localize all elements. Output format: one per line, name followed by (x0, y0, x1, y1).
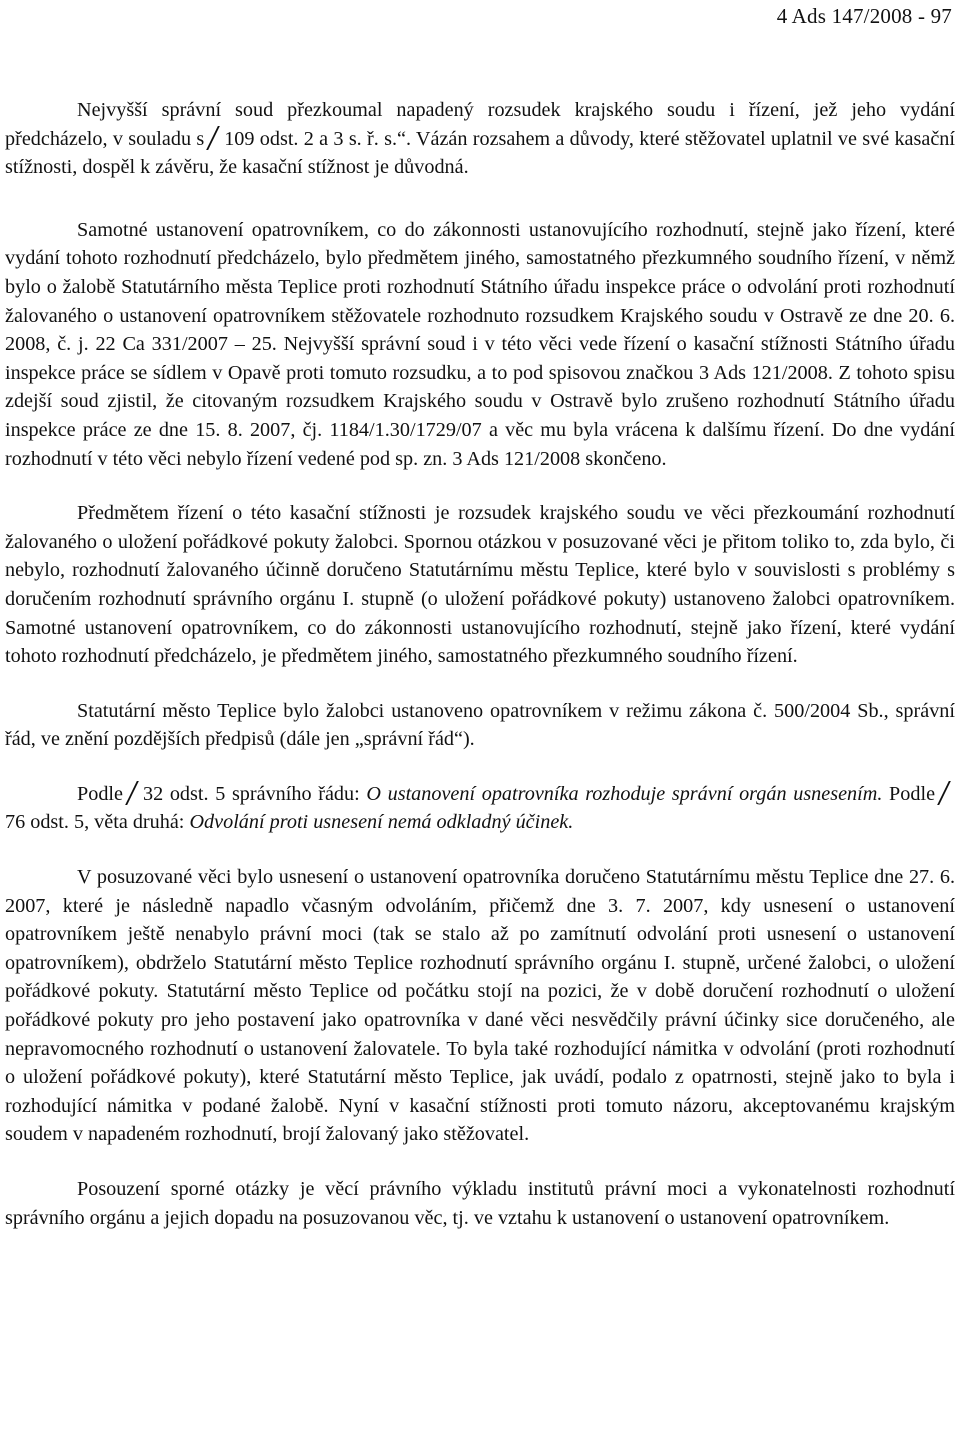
paragraph-5-text-c: Podle (889, 782, 936, 805)
paragraph-5-text-b: 32 odst. 5 správního řádu: (142, 782, 360, 805)
paragraph-5-text-d: 76 odst. 5, věta druhá: (5, 811, 185, 834)
page-number: 4 Ads 147/2008 - 97 (776, 4, 952, 28)
paragraph-5 (5, 780, 955, 837)
paragraph-4: Statutární město Teplice bylo žalobci ustanoveno opatrovníkem v režimu zákona č. 500/2004 Sb., správní řád, ve znění pozdějších předpisů (dále jen „správní řád“). (5, 699, 955, 751)
document-body (5, 96, 955, 1232)
paragraph-1 (5, 96, 955, 182)
paragraph-5-text-a: Podle (77, 782, 123, 805)
section-sign-icon (127, 782, 137, 802)
paragraph-3: Předmětem řízení o této kasační stížnosti je rozsudek krajského soudu ve věci přezkoumání rozhodnutí žalovaného o uložení pořádkové pokuty žalobci. Spornou otázkou v posuzované věci je přitom toliko to, zda bylo, či nebylo, rozhodnutí žalovaného účinně doručeno Statutárnímu městu Teplice, které bylo v souvislosti s problémy s doručením rozhodnutí správního orgánu I. stupně (o uložení pořádkové pokuty) ustanoveno žalobci opatrovníkem. Samotné ustanovení opatrovníkem, co do zákonnosti ustanovujícího rozhodnutí, stejně jako řízení, které vydání tohoto rozhodnutí předcházelo, je předmětem jiného, samostatného přezkumného soudního řízení. (5, 502, 955, 668)
paragraph-6: V posuzované věci bylo usnesení o ustanovení opatrovníka doručeno Statutárnímu městu Teplice dne 27. 6. 2007, které je následně napadlo včasným odvoláním, přičemž dne 3. 7. 2007, kdy usnesení o ustanovení opatrovníkem ještě nenabylo právní moci (tak se stalo až po zamítnutí odvolání proti usnesení o ustanovení opatrovníkem), obdrželo Statutární město Teplice rozhodnutí správního orgánu I. stupně, určené žalobci, o uložení pořádkové pokuty. Statutární město Teplice od počátku stojí na pozici, že v době doručení rozhodnutí o uložení pořádkové pokuty pro jeho postavení jako opatrovníka v dané věci nesvědčily právní účinky sice doručeného, ale nepravomocného rozhodnutí o ustanovení žalovatele. To byla také rozhodující námitka v odvolání (proti rozhodnutí o uložení pořádkové pokuty), které Statutární město Teplice, jak uvádí, podalo z opatrnosti, stejně jako to byla i rozhodující námitka v podané žalobě. Nyní v kasační stížnosti proti tomuto názoru, akceptovanému krajským soudem v napadeném rozhodnutí, brojí žalovaný jako stěžovatel. (5, 866, 955, 1146)
quoted-provision-76: Odvolání proti usnesení nemá odkladný účinek. (189, 811, 574, 834)
section-sign-icon (939, 782, 949, 802)
paragraph-2: Samotné ustanovení opatrovníkem, co do zákonnosti ustanovujícího rozhodnutí, stejně jako řízení, které vydání tohoto rozhodnutí předcházelo, bylo předmětem jiného, samostatného přezkumného soudního řízení, v němž bylo o žalobě Statutárního města Teplice proti rozhodnutí Státního úřadu inspekce práce o odvolání proti rozhodnutí žalovaného o ustanovení opatrovníkem stěžovatele rozhodnuto rozsudkem Krajského soudu v Ostravě ze dne 20. 6. 2008, č. j. 22 Ca 331/2007 – 25. Nejvyšší správní soud i v této věci vede řízení o kasační stížnosti Státního úřadu inspekce práce se sídlem v Opavě proti tomuto rozsudku, a to pod spisovou značkou 3 Ads 121/2008. Z tohoto spisu zdejší soud zjistil, že citovaným rozsudkem Krajského soudu v Ostravě bylo zrušeno rozhodnutí Státního úřadu inspekce práce ze dne 15. 8. 2007, čj. 1184/1.30/1729/07 a věc mu byla vrácena k dalšímu řízení. Do dne vydání rozhodnutí v této věci nebylo řízení vedené pod sp. zn. 3 Ads 121/2008 skončeno. (5, 218, 955, 470)
paragraph-7: Posouzení sporné otázky je věcí právního výkladu institutů právní moci a vykonatelnosti rozhodnutí správního orgánu a jejich dopadu na posuzovanou věc, tj. ve vztahu k ustanovení o ustanovení opatrovníkem. (5, 1178, 955, 1229)
section-sign-icon (208, 127, 218, 147)
paragraph-1-text-a: Nejvyšší správní soud přezkoumal napadený rozsudek krajského soudu i řízení, jež jeho vydání předcházelo, v souladu s (5, 99, 955, 150)
paragraph-1-text-b: 109 odst. 2 a 3 s. ř. s.“. Vázán rozsahem a důvody, které stěžovatel uplatnil ve své kasační stížnosti, dospěl k závěru, že kasační stížnost je důvodná. (5, 127, 955, 179)
quoted-provision-32: O ustanovení opatrovníka rozhoduje správní orgán usnesením. (366, 782, 883, 805)
